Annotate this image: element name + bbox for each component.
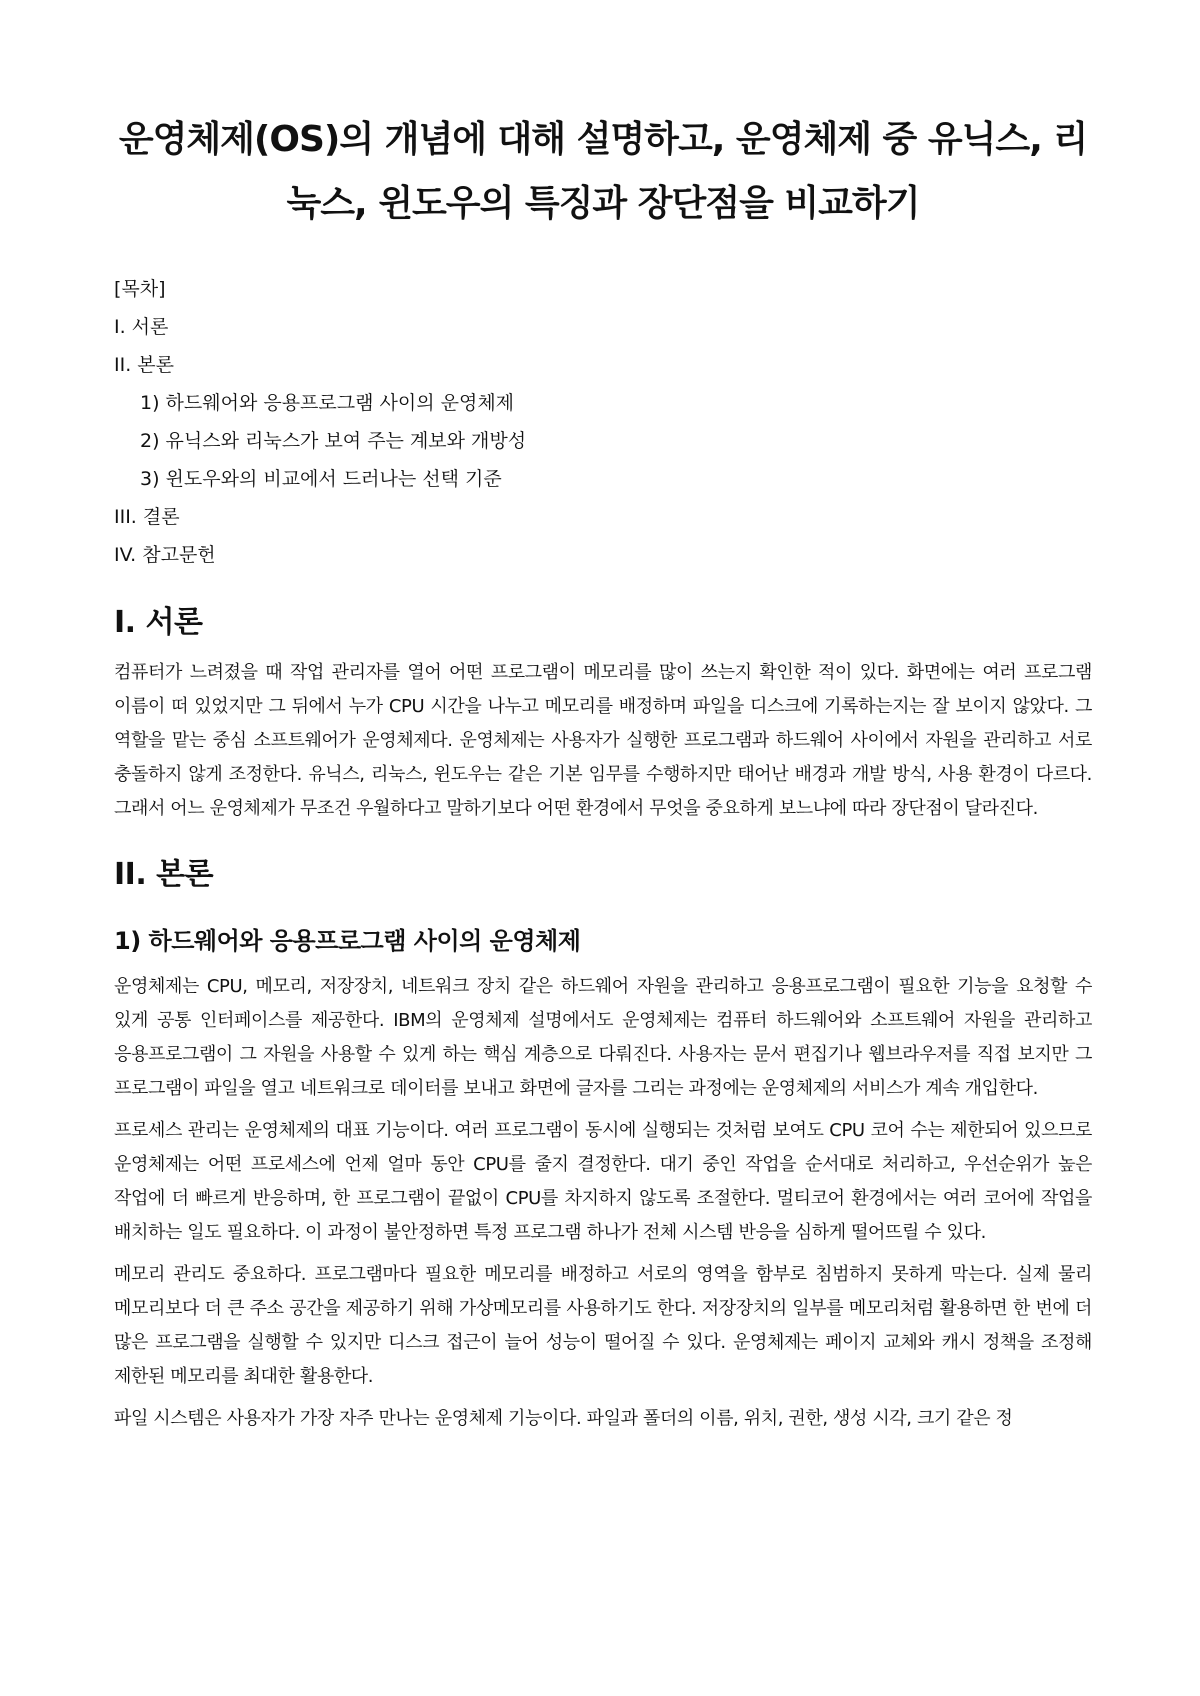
table-of-contents xyxy=(114,270,1092,574)
toc-item-introduction: I. 서론 xyxy=(114,316,169,338)
body-paragraph-os-definition: 운영체제는 CPU, 메모리, 저장장치, 네트워크 장치 같은 하드웨어 자원을 관리하고 응용프로그램이 필요한 기능을 요청할 수 있게 공통 인터페이스를 제공한다. IBM의 운영체제 설명에서도 운영체제는 컴퓨터 하드웨어와 소프트웨어 자원을 관리하고 응용프로그램이 그 자원을 사용할 수 있게 하는 핵심 계층으로 다뤄진다. 사용자는 문서 편집기나 웹브라우저를 직접 보지만 그 프로그램이 파일을 열고 네트워크로 데이터를 보내고 화면에 글자를 그리는 과정에는 운영체제의 서비스가 계속 개입한다. xyxy=(114,976,1092,1099)
body-paragraph-file-system: 파일 시스템은 사용자가 가장 자주 만나는 운영체제 기능이다. 파일과 폴더의 이름, 위치, 권한, 생성 시각, 크기 같은 정 xyxy=(114,1408,1013,1429)
intro-paragraph: 컴퓨터가 느려졌을 때 작업 관리자를 열어 어떤 프로그램이 메모리를 많이 쓰는지 확인한 적이 있다. 화면에는 여러 프로그램 이름이 떠 있었지만 그 뒤에서 누가 CPU 시간을 나누고 메모리를 배정하며 파일을 디스크에 기록하는지는 잘 보이지 않았다. 그 역할을 맡는 중심 소프트웨어가 운영체제다. 운영체제는 사용자가 실행한 프로그램과 하드웨어 사이에서 자원을 관리하고 서로 충돌하지 않게 조정한다. 유닉스, 리눅스, 윈도우는 같은 기본 임무를 수행하지만 태어난 배경과 개발 방식, 사용 환경이 다르다. 그래서 어느 운영체제가 무조건 우월하다고 말하기보다 어떤 환경에서 무엇을 중요하게 보느냐에 따라 장단점이 달라진다. xyxy=(114,662,1092,819)
toc-item-main-body: II. 본론 xyxy=(114,354,174,376)
document-title: 운영체제(OS)의 개념에 대해 설명하고, 운영체제 중 유닉스, 리눅스, 윈도우의 특징과 장단점을 비교하기 xyxy=(118,119,1088,224)
document-page xyxy=(114,108,1092,1444)
toc-item-body-section-1: 1) 하드웨어와 응용프로그램 사이의 운영체제 xyxy=(140,392,515,414)
subsection-heading-os-between-hardware-and-apps: 1) 하드웨어와 응용프로그램 사이의 운영체제 xyxy=(114,927,581,955)
toc-item-references: IV. 참고문헌 xyxy=(114,544,216,566)
body-paragraph-process-management: 프로세스 관리는 운영체제의 대표 기능이다. 여러 프로그램이 동시에 실행되는 것처럼 보여도 CPU 코어 수는 제한되어 있으므로 운영체제는 어떤 프로세스에 언제 얼마 동안 CPU를 줄지 결정한다. 대기 중인 작업을 순서대로 처리하고, 우선순위가 높은 작업에 더 빠르게 반응하며, 한 프로그램이 끝없이 CPU를 차지하지 않도록 조절한다. 멀티코어 환경에서는 여러 코어에 작업을 배치하는 일도 필요하다. 이 과정이 불안정하면 특정 프로그램 하나가 전체 시스템 반응을 심하게 떨어뜨릴 수 있다. xyxy=(114,1120,1092,1243)
section-heading-main-body: II. 본론 xyxy=(114,857,214,892)
toc-heading: [목차] xyxy=(114,278,166,300)
toc-item-body-section-2: 2) 유닉스와 리눅스가 보여 주는 계보와 개방성 xyxy=(140,430,527,452)
toc-item-conclusion: III. 결론 xyxy=(114,506,180,528)
toc-item-body-section-3: 3) 윈도우와의 비교에서 드러나는 선택 기준 xyxy=(140,468,502,490)
body-paragraph-memory-management: 메모리 관리도 중요하다. 프로그램마다 필요한 메모리를 배정하고 서로의 영역을 함부로 침범하지 못하게 막는다. 실제 물리 메모리보다 더 큰 주소 공간을 제공하기 위해 가상메모리를 사용하기도 한다. 저장장치의 일부를 메모리처럼 활용하면 한 번에 더 많은 프로그램을 실행할 수 있지만 디스크 접근이 늘어 성능이 떨어질 수 있다. 운영체제는 페이지 교체와 캐시 정책을 조정해 제한된 메모리를 최대한 활용한다. xyxy=(114,1264,1092,1387)
section-heading-introduction: I. 서론 xyxy=(114,605,203,640)
